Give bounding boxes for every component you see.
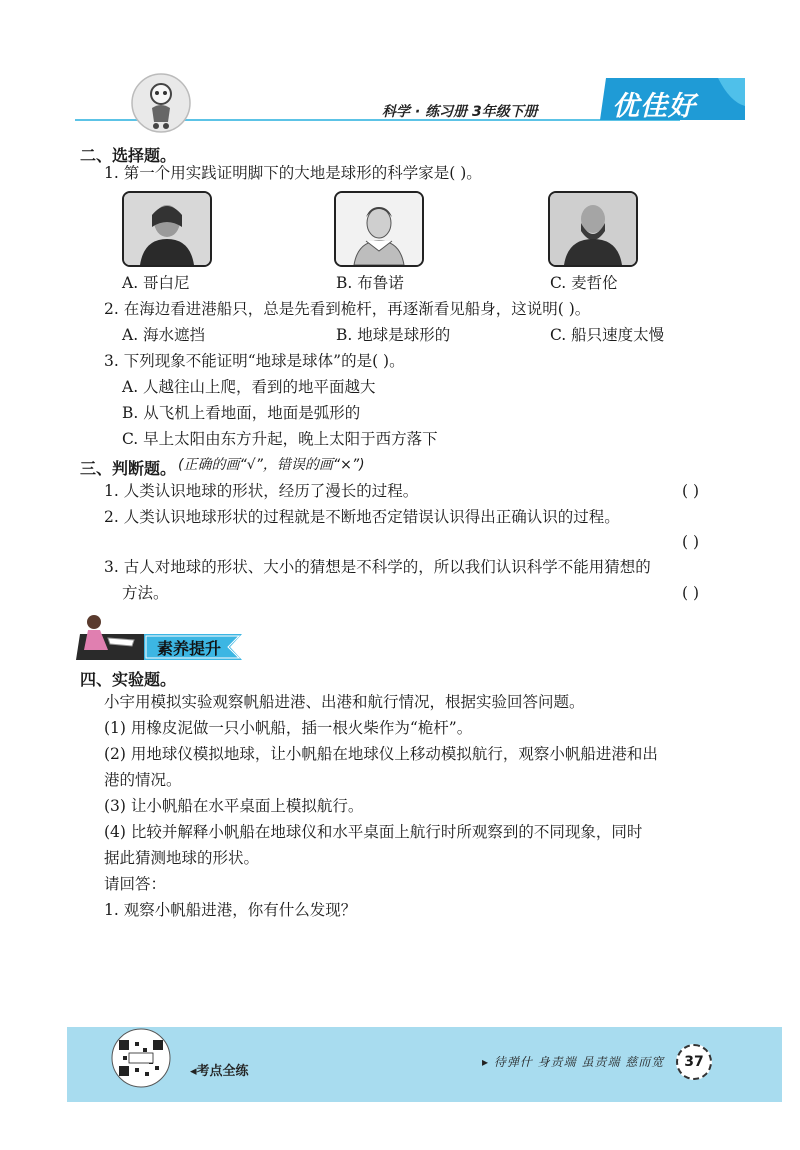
q2-option-c: C. 船只速度太慢 <box>550 326 665 344</box>
section-3-note: (正确的画“√”，错误的画“×”) <box>178 457 365 473</box>
q2-option-a: A. 海水遮挡 <box>122 326 206 344</box>
page-number: 37 <box>676 1044 712 1080</box>
brand-name: 优佳好 <box>612 91 696 122</box>
magellan-portrait <box>548 191 638 267</box>
judge-item-2: 2. 人类认识地球形状的过程就是不断地否定错误认识得出正确认识的过程。 <box>104 508 620 526</box>
judge-blank-2[interactable]: ( ) <box>682 533 700 551</box>
bruno-portrait <box>334 191 424 267</box>
judge-item-3: 3. 古人对地球的形状、大小的猜想是不科学的，所以我们认识科学不能用猜想的 <box>104 558 651 576</box>
experiment-step-2-cont: 港的情况。 <box>104 771 182 789</box>
judge-blank-1[interactable]: ( ) <box>682 482 700 500</box>
q2-option-b: B. 地球是球形的 <box>336 326 451 344</box>
q1-option-a: A. 哥白尼 <box>122 274 190 292</box>
experiment-question-1: 1. 观察小帆船进港，你有什么发现？ <box>104 901 357 919</box>
judge-item-1: 1. 人类认识地球的形状，经历了漫长的过程。 <box>104 482 419 500</box>
experiment-step-4: (4) 比较并解释小帆船在地球仪和水平桌面上航行时所观察到的不同现象，同时 <box>104 823 643 841</box>
q3-option-a: A. 人越往山上爬，看到的地平面越大 <box>122 378 376 396</box>
section-3-title: 三、判断题。 <box>80 459 177 478</box>
qr-code-icon[interactable] <box>105 1028 177 1088</box>
copernicus-portrait <box>122 191 212 267</box>
experiment-step-4-cont: 据此猜测地球的形状。 <box>104 849 260 867</box>
q2-stem: 2. 在海边看进港船只，总是先看到桅杆，再逐渐看见船身，这说明( )。 <box>104 300 591 318</box>
q1-stem: 1. 第一个用实践证明脚下的大地是球形的科学家是( )。 <box>104 164 482 182</box>
q3-option-b: B. 从飞机上看地面，地面是弧形的 <box>122 404 361 422</box>
section-2-title: 二、选择题。 <box>80 146 177 165</box>
experiment-step-3: (3) 让小帆船在水平桌面上模拟航行。 <box>104 797 364 815</box>
experiment-intro: 小宇用模拟实验观察帆船进港、出港和航行情况，根据实验回答问题。 <box>104 693 585 711</box>
experiment-prompt: 请回答： <box>104 875 167 893</box>
judge-item-3-cont: 方法。 <box>122 584 169 602</box>
footer-motto: ▸ 待弹什 身责端 虽责端 慈而宽 <box>482 1055 665 1069</box>
q1-option-b: B. 布鲁诺 <box>336 274 404 292</box>
experiment-step-2: (2) 用地球仪模拟地球，让小帆船在地球仪上移动模拟航行，观察小帆船进港和出 <box>104 745 658 763</box>
q3-stem: 3. 下列现象不能证明“地球是球体”的是( )。 <box>104 352 405 370</box>
skill-banner-label: 素养提升 <box>157 639 222 658</box>
footer-section-label: ◂考点全练 <box>190 1064 249 1079</box>
mascot-logo-icon <box>130 72 192 134</box>
header-subject: 科学 · 练习册 3年级下册 <box>382 104 538 120</box>
section-4-title: 四、实验题。 <box>80 670 177 689</box>
judge-blank-3[interactable]: ( ) <box>682 584 700 602</box>
q3-option-c: C. 早上太阳由东方升起，晚上太阳于西方落下 <box>122 430 438 448</box>
experiment-step-1: (1) 用橡皮泥做一只小帆船，插一根火柴作为“桅杆”。 <box>104 719 473 737</box>
q1-option-c: C. 麦哲伦 <box>550 274 618 292</box>
